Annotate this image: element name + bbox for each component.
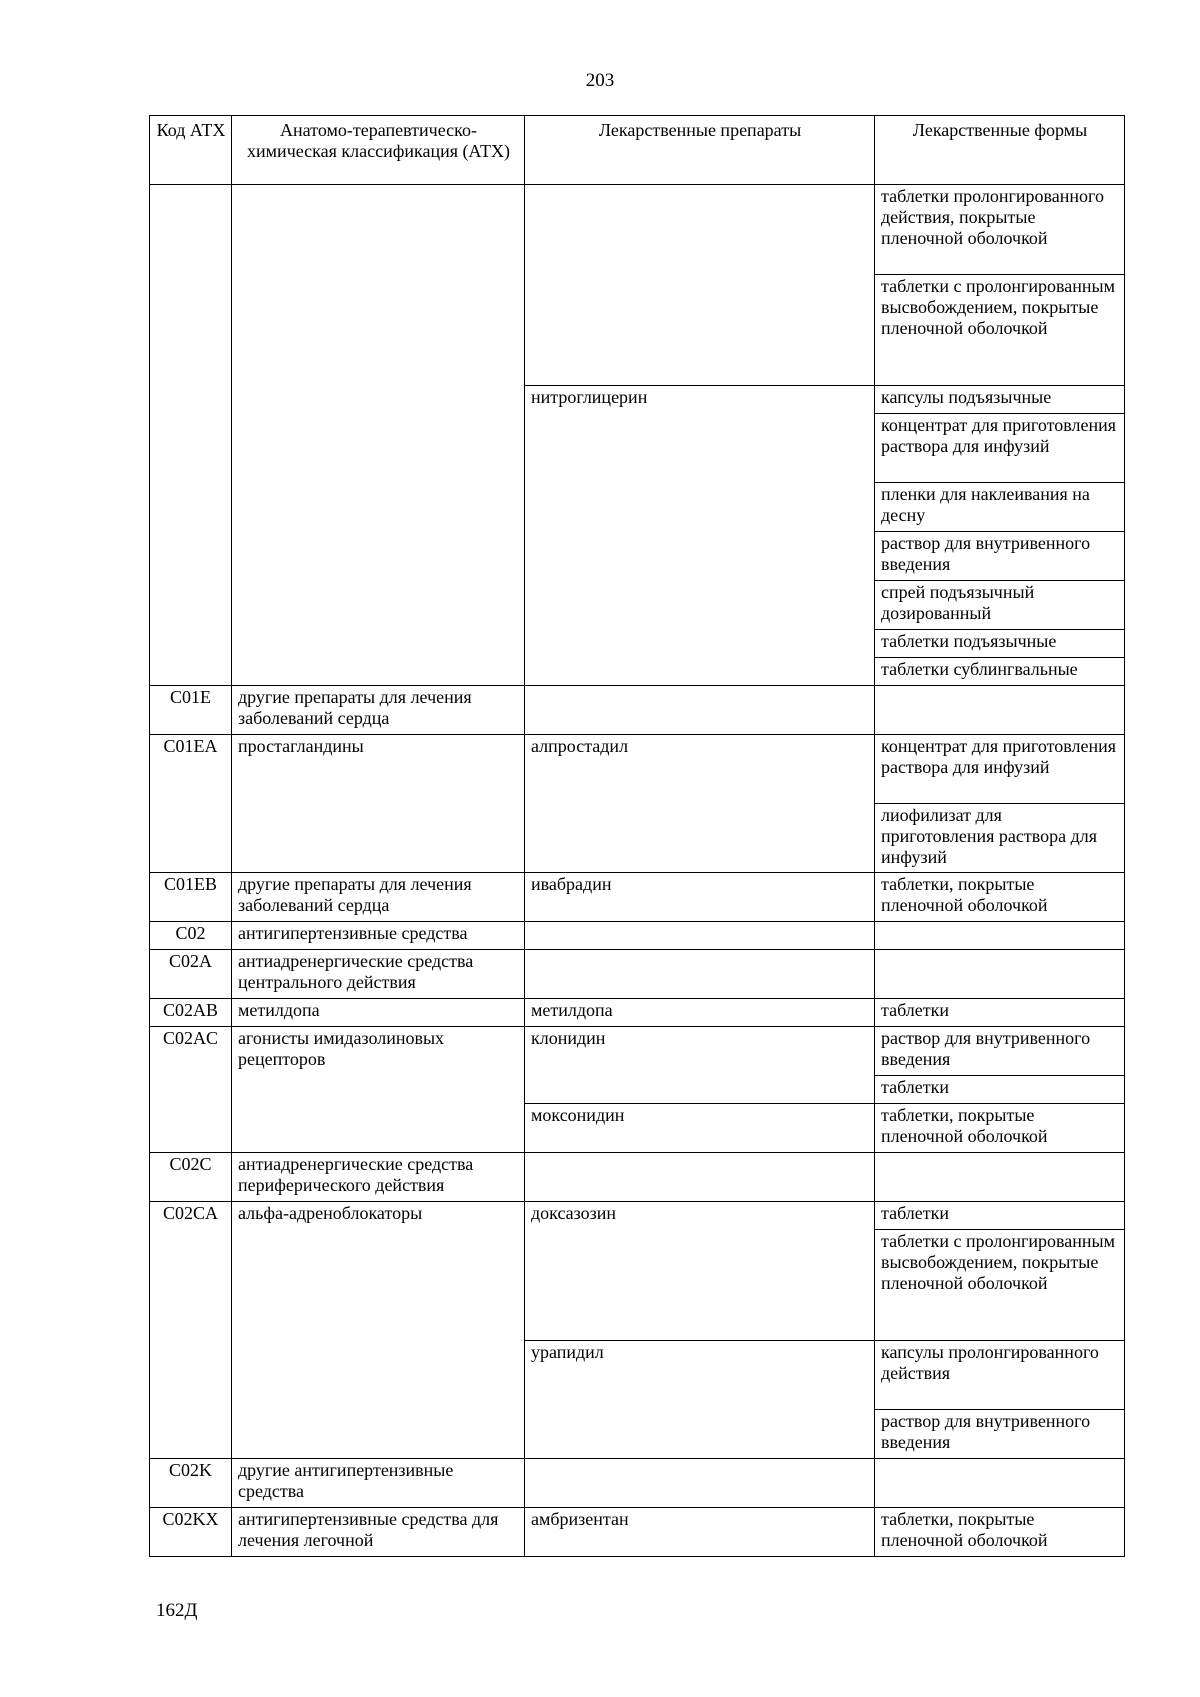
cell-form: спрей подъязычный дозированный [875,581,1125,630]
table-row [150,873,1125,922]
cell-form: таблетки [875,999,1125,1027]
cell-form: раствор для внутривенного введения [875,532,1125,581]
footer-document-code: 162Д [156,1600,198,1621]
cell-drug [525,686,875,735]
cell-form [875,1153,1125,1202]
cell-class [232,185,525,686]
cell-form: раствор для внутривенного введения [875,1027,1125,1076]
cell-code: C01EB [150,873,232,922]
cell-class: другие препараты для лечения заболеваний сердца [232,873,525,922]
cell-drug: клонидин [525,1027,875,1104]
table-header-row [150,116,1125,185]
cell-drug: урапидил [525,1341,875,1459]
cell-code [150,185,232,686]
cell-drug: нитроглицерин [525,386,875,686]
cell-form: таблетки, покрытые пленочной оболочкой [875,1508,1125,1557]
cell-form: раствор для внутривенного введения [875,1410,1125,1459]
cell-code: C01E [150,686,232,735]
table-row [150,686,1125,735]
cell-drug: метилдопа [525,999,875,1027]
cell-form [875,1459,1125,1508]
table-row [150,1202,1125,1230]
table-row [150,950,1125,999]
cell-drug [525,922,875,950]
cell-form: таблетки [875,1076,1125,1104]
cell-form: таблетки с пролонгированным высвобождением, покрытые пленочной оболочкой [875,275,1125,386]
cell-code: C02K [150,1459,232,1508]
cell-class: простагландины [232,735,525,873]
header-atc-classification: Анатомо-терапевтическо-химическая классификация (АТХ) [232,116,525,185]
cell-class: другие антигипертензивные средства [232,1459,525,1508]
cell-form: капсулы подъязычные [875,386,1125,414]
cell-code: C02A [150,950,232,999]
cell-form: лиофилизат для приготовления раствора для инфузий [875,804,1125,873]
cell-class: антигипертензивные средства для лечения легочной [232,1508,525,1557]
cell-code: C02C [150,1153,232,1202]
cell-form: таблетки [875,1202,1125,1230]
atc-drug-table [149,115,1125,1557]
cell-class: агонисты имидазолиновых рецепторов [232,1027,525,1153]
cell-drug [525,950,875,999]
cell-drug [525,1153,875,1202]
cell-drug [525,1459,875,1508]
cell-form: пленки для наклеивания на десну [875,483,1125,532]
cell-drug: доксазозин [525,1202,875,1341]
cell-code: C02CA [150,1202,232,1459]
cell-drug: амбризентан [525,1508,875,1557]
cell-form: таблетки подъязычные [875,630,1125,658]
cell-form [875,686,1125,735]
cell-drug: алпростадил [525,735,875,873]
cell-form: таблетки, покрытые пленочной оболочкой [875,1104,1125,1153]
cell-form: концентрат для приготовления раствора для инфузий [875,414,1125,483]
cell-code: C02AC [150,1027,232,1153]
table-row [150,735,1125,804]
cell-class: другие препараты для лечения заболеваний сердца [232,686,525,735]
cell-form: таблетки сублингвальные [875,658,1125,686]
cell-class: антиадренергические средства периферического действия [232,1153,525,1202]
cell-code: C02 [150,922,232,950]
cell-drug: ивабрадин [525,873,875,922]
table-row [150,1508,1125,1557]
table-row [150,1027,1125,1076]
cell-form: таблетки с пролонгированным высвобождением, покрытые пленочной оболочкой [875,1230,1125,1341]
header-dosage-forms: Лекарственные формы [875,116,1125,185]
header-drugs: Лекарственные препараты [525,116,875,185]
cell-form: таблетки пролонгированного действия, покрытые пленочной оболочкой [875,185,1125,275]
cell-form [875,922,1125,950]
cell-drug: моксонидин [525,1104,875,1153]
cell-form: концентрат для приготовления раствора для инфузий [875,735,1125,804]
table-row [150,999,1125,1027]
cell-code: C02AB [150,999,232,1027]
header-atc-code: Код АТХ [150,116,232,185]
cell-code: C02KX [150,1508,232,1557]
cell-class: метилдопа [232,999,525,1027]
cell-class: антиадренергические средства центрального действия [232,950,525,999]
cell-class: альфа-адреноблокаторы [232,1202,525,1459]
page-number: 203 [585,70,615,91]
cell-form: капсулы пролонгированного действия [875,1341,1125,1410]
cell-drug [525,185,875,386]
cell-form [875,950,1125,999]
cell-form: таблетки, покрытые пленочной оболочкой [875,873,1125,922]
cell-code: C01EA [150,735,232,873]
cell-class: антигипертензивные средства [232,922,525,950]
table-row [150,922,1125,950]
table-row [150,1153,1125,1202]
table-row [150,1459,1125,1508]
table-row [150,185,1125,275]
